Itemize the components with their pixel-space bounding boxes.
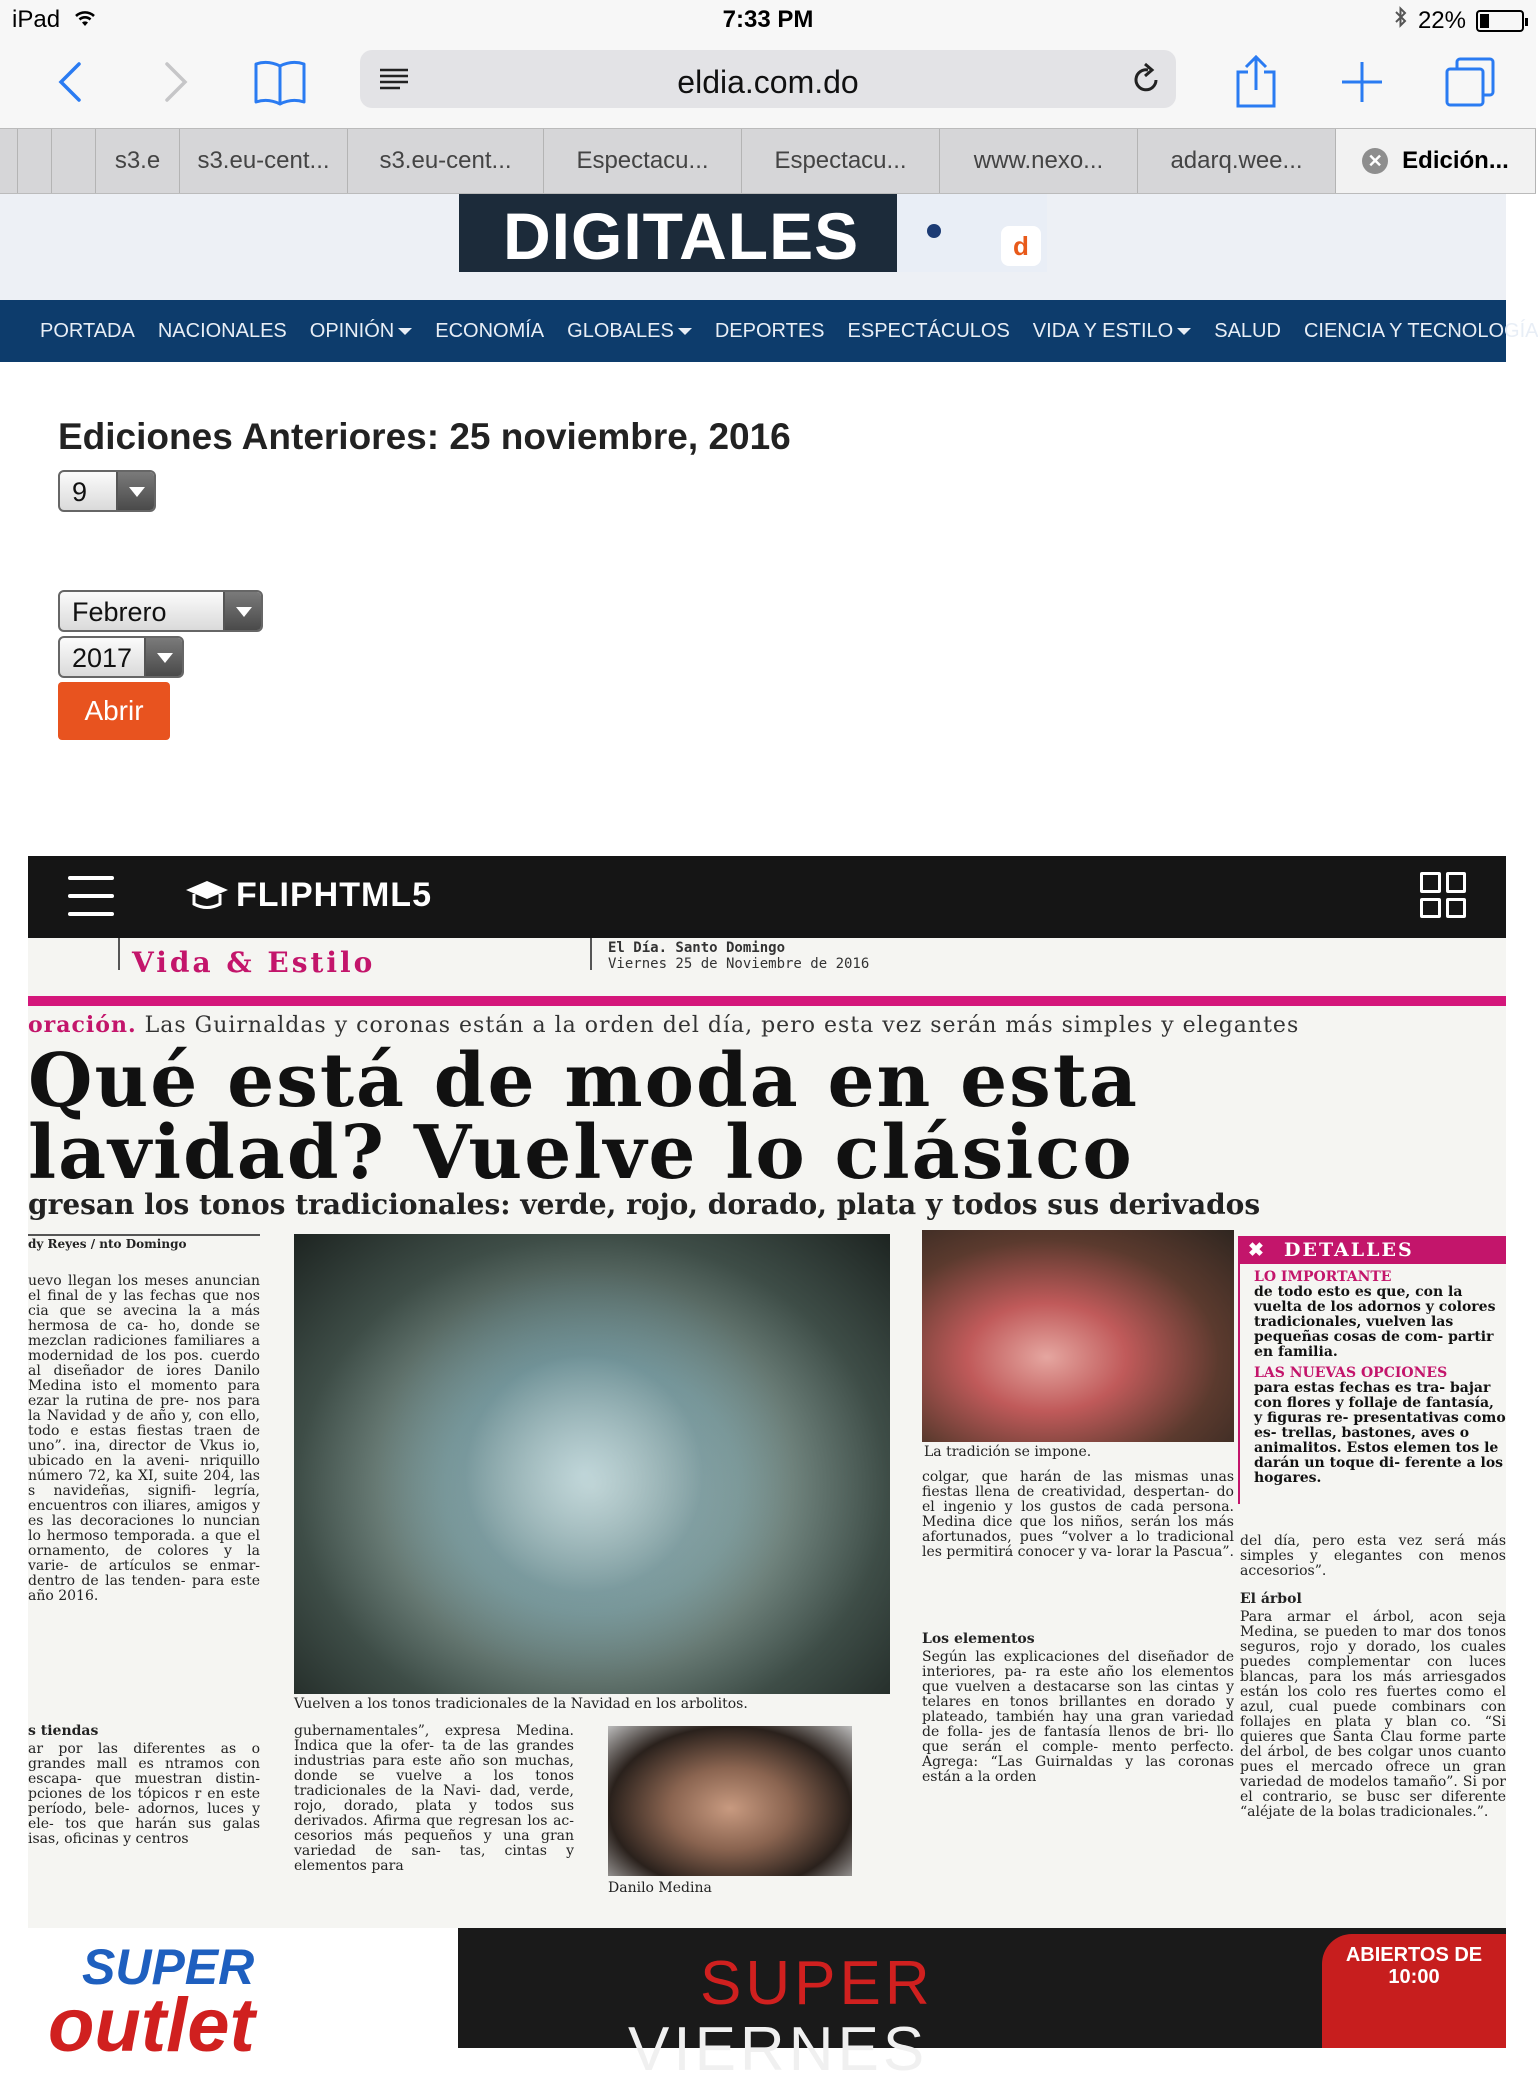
back-button[interactable] (38, 50, 102, 114)
newspaper-page[interactable] (28, 938, 1506, 2084)
close-tab-icon[interactable]: ✕ (1362, 148, 1388, 174)
column-3-subhead: Los elementos (922, 1631, 1035, 1647)
battery-percent: 22% (1417, 6, 1466, 34)
dateline (608, 940, 869, 972)
new-tab-button[interactable] (1330, 50, 1394, 114)
tab-label: Espectacu... (576, 147, 709, 174)
column-2-text: gubernamentales”, expresa Medina. Indica que la ofer- ta de las grandes industrias para este año son muchas, donde se vuelve a los tonos tradicionales de la Navi- dad, verde, rojo, dorado, plata y todos sus derivados. Afirma que regresan los ac- cesorios más pequeños y una gran variedad de san- tas, cintas y elementos para (294, 1723, 574, 1874)
caret-down-icon (1177, 328, 1191, 335)
browser-toolbar (0, 40, 1536, 128)
nav-label: OPINIÓN (309, 319, 395, 342)
device-name: iPad (12, 6, 61, 33)
banner-decoration (897, 194, 1047, 272)
nav-salud[interactable]: SALUD (1214, 319, 1281, 342)
tab-label: Espectacu... (774, 147, 907, 174)
x-mark-icon: ✖ (1248, 1239, 1266, 1261)
section-rule (28, 996, 1506, 1006)
plus-icon (1338, 58, 1386, 106)
headline-line-2 (28, 1110, 1134, 1196)
column-4-text: del día, pero esta vez será más simples y elegantes con menos accesorios”. (1240, 1533, 1506, 1579)
divider (118, 938, 120, 970)
column-3-text-2: Según las explicaciones del diseñador de interiores, pa- ra este año los elementos que vuelven a destacarse son las cintas y telares en tonos brillantes en dorado y plateado, también hay una gran variedad de folla- jes de fantasía llenos de bri- llo que serán el comple- mento perfecto. Agrega: “Las Guirnaldas y las coronas están a la orden (922, 1649, 1234, 1785)
share-button[interactable] (1224, 50, 1288, 114)
divider (590, 938, 592, 970)
column-4-text-2: Para armar el árbol, acon seja Medina, se pueden to mar dos tonos seguros, rojo y dorado, los cuales puedes complementar con luces blancas, para los más arriesgados están los colo res fuertes como el azul, cual puede combinars con follajes en plata y blan co. “Si quieres que Santa Clau forme parte del árbol, de bes colgar unos cuanto pues el mercado ofrece un gran variedad de modelos tamaño”. Si por el contrario, se busc ser diferente “aléjate de la bolas tradicionales.”. (1240, 1609, 1506, 1820)
open-button[interactable]: Abrir (58, 682, 170, 740)
tab[interactable] (544, 129, 742, 193)
chevron-down-icon (116, 472, 154, 510)
nav-globales[interactable] (567, 320, 692, 343)
tab[interactable] (1138, 129, 1336, 193)
nav-opinion[interactable] (310, 320, 412, 343)
ad-open-hours: ABIERTOS DE 10:00 (1322, 1934, 1506, 2048)
ad-outlet-text: outlet (48, 1983, 255, 2068)
forward-button[interactable] (144, 50, 208, 114)
year-select[interactable] (58, 636, 184, 678)
nav-vida-y-estilo[interactable] (1033, 320, 1191, 343)
portrait-photo (608, 1726, 852, 1876)
details-header (1238, 1236, 1506, 1264)
tab[interactable] (348, 129, 544, 193)
photo-caption: Vuelven a los tonos tradicionales de la Navidad en los arbolitos. (294, 1696, 748, 1712)
tab-label: www.nexo... (973, 147, 1104, 174)
day-select[interactable] (58, 470, 156, 512)
nav-espectaculos[interactable]: ESPECTÁCULOS (847, 319, 1010, 342)
clock: 7:33 PM (722, 6, 814, 33)
subhead: gresan los tonos tradicionales: verde, rojo, dorado, plata y todos sus derivados (28, 1188, 1261, 1221)
tab[interactable] (0, 129, 18, 193)
red-tree-photo (922, 1230, 1234, 1442)
ad-super-text: SUPER (82, 1939, 255, 1995)
url-text: eldia.com.do (677, 64, 859, 100)
menu-icon[interactable] (68, 876, 114, 916)
tab-label: s3.eu-cent... (197, 147, 330, 174)
ad-super-text-2: SUPER (700, 1949, 934, 2018)
thumbnails-grid-icon[interactable] (1420, 872, 1466, 918)
tabs-button[interactable] (1438, 50, 1502, 114)
section-name: Vida & Estilo (132, 946, 376, 979)
fliphtml5-logo: FLIPHTML5 (236, 876, 432, 914)
photo-caption: La tradición se impone. (924, 1444, 1092, 1460)
dateline-paper: El Día. Santo Domingo (608, 940, 786, 956)
month-select-value: Febrero (72, 597, 167, 627)
tab[interactable] (96, 129, 180, 193)
kicker (28, 1012, 1299, 1038)
christmas-tree-photo (294, 1234, 890, 1694)
nav-portada[interactable]: PORTADA (40, 319, 135, 342)
tab-label: s3.e (114, 147, 161, 174)
column-4-subhead: El árbol (1240, 1591, 1302, 1607)
headline-text: lavidad? Vuelve lo clásico (28, 1110, 1134, 1196)
forward-chevron-icon (161, 60, 191, 104)
chevron-down-icon (223, 592, 261, 630)
caret-down-icon (398, 328, 412, 335)
kicker-text: Las Guirnaldas y coronas están a la orden del día, pero esta vez serán más simples y elegantes (144, 1013, 1300, 1038)
headline-text: Qué está de moda en esta (28, 1038, 1139, 1124)
nav-ciencia[interactable]: CIENCIA Y TECNOLOGÍA (1303, 319, 1538, 342)
details-title: DETALLES (1284, 1239, 1414, 1261)
bluetooth-icon (1394, 6, 1408, 35)
details-heading-1: LO IMPORTANTE (1254, 1269, 1392, 1285)
address-bar[interactable] (360, 50, 1176, 108)
dateline-date: Viernes 25 de Noviembre de 2016 (608, 956, 870, 972)
tabs-icon (1443, 55, 1497, 109)
month-select[interactable] (58, 590, 263, 632)
tab[interactable] (940, 129, 1138, 193)
banner-text: DIGITALES (503, 199, 860, 273)
details-heading-2: LAS NUEVAS OPCIONES (1254, 1365, 1448, 1381)
status-right (1394, 6, 1524, 35)
details-box (1238, 1264, 1506, 1504)
tab[interactable] (180, 129, 348, 193)
year-select-value: 2017 (72, 643, 133, 673)
nav-label: VIDA Y ESTILO (1032, 319, 1174, 342)
column-1-text: uevo llegan los meses anuncian el final de y las fechas que nos cia que se avecina la a más hermosa de ca- ho, donde se mezclan radiciones familiares a modernidad de los pos. cuerdo al diseñador de iores Danilo Medina isto el momento para ezar la rutina de pre- nos para la Navidad y de año y, con ello, todo e estas fiestas traen de uno”. ina, director de Vkus io, ubicado en la aveni- nriquillo número 72, ka XI, suite 204, las s navideñas, signifi- legría, encuentros con iliares, amigos y es las decoraciones lo nuncian lo hermoso temporada. a que el ornamento, de colores y la varie- de artículos se enmar- dentro de las tenden- para este año 2016. (28, 1273, 260, 1604)
tab-label: s3.eu-cent... (379, 147, 512, 174)
nav-label: GLOBALES (567, 319, 674, 342)
tab[interactable] (18, 129, 52, 193)
reload-icon[interactable] (1130, 62, 1162, 101)
column-1-text-2: ar por las diferentes as o grandes mall es ntramos con escapa- que muestran distin- pciones de los tópicos r en este período, bele- adornos, luces y ele- tos que harán sus galas isas, oficinas y centros (28, 1741, 260, 1847)
ad-banner[interactable] (459, 194, 1047, 272)
column-3-text: colgar, que harán de las mismas unas fiestas llena de creatividad, despertan- do el ingenio y los gustos de cada persona. Medina dice que los niños, serán los más afortunados, pues “volver a lo tradicional les permitirá conocer y va- lorar la Pascua”. (922, 1469, 1234, 1560)
bookmarks-button[interactable] (248, 50, 312, 114)
portrait-caption: Danilo Medina (608, 1880, 712, 1896)
share-icon (1234, 54, 1278, 110)
tab-label: Edición... (1402, 147, 1509, 174)
details-text-1: de todo esto es que, con la vuelta de los adornos y colores tradicionales, vuelven las pequeñas cosas de com- partir en familia. (1254, 1284, 1496, 1360)
byline: dy Reyes / nto Domingo (28, 1234, 260, 1274)
chevron-down-icon (144, 638, 182, 676)
main-nav (0, 300, 1538, 362)
kicker-label: oración. (28, 1012, 137, 1038)
tab-active[interactable] (1336, 129, 1536, 193)
eldia-logo-icon: d (1001, 226, 1041, 266)
book-icon (252, 58, 308, 106)
details-text-2: para estas fechas es tra- bajar con flores y follaje de fantasía, y figuras re- presentativas como es- trellas, bastones, aves o animalitos. Estos elemen tos le darán un toque di- ferente a los hogares. (1254, 1380, 1506, 1486)
back-chevron-icon (55, 60, 85, 104)
column-1-subhead: s tiendas (28, 1723, 99, 1739)
day-select-value: 9 (72, 477, 88, 507)
tab[interactable] (742, 129, 940, 193)
graduation-cap-icon (184, 878, 230, 919)
tab-strip (0, 128, 1536, 194)
tab[interactable] (52, 129, 96, 193)
flipbook-toolbar (28, 856, 1506, 938)
nav-nacionales[interactable]: NACIONALES (157, 319, 287, 342)
nav-deportes[interactable]: DEPORTES (714, 319, 825, 342)
tab-label: adarq.wee... (1170, 147, 1303, 174)
nav-economia[interactable]: ECONOMÍA (435, 319, 545, 342)
ad-viernes-text: VIERNES (628, 2015, 929, 2084)
page-title: Ediciones Anteriores: 25 noviembre, 2016 (58, 416, 791, 457)
battery-icon (1476, 10, 1524, 32)
caret-down-icon (678, 328, 692, 335)
status-bar (0, 0, 1536, 40)
